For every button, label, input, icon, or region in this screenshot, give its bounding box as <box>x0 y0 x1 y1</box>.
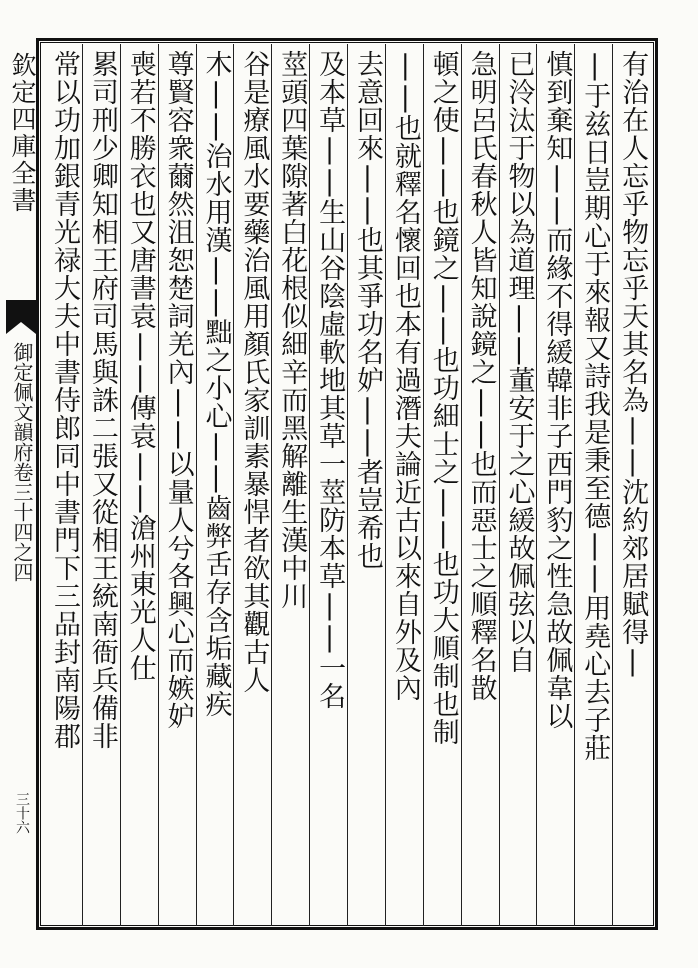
text-column <box>387 50 423 920</box>
text-column <box>614 50 650 920</box>
column-rule <box>309 44 310 926</box>
column-text: |于兹日豈期心于來報又詩我是秉至德||用堯心去子莊 <box>579 50 611 762</box>
text-column <box>273 50 309 920</box>
column-rule <box>233 44 234 926</box>
column-rule <box>499 44 500 926</box>
text-column <box>349 50 385 920</box>
column-text: 急明呂氏春秋人皆知說鏡之||也而惡士之順釋名㪚 <box>465 50 497 702</box>
column-text: 喪若不勝衣也又唐書袁||傳袁||滄州東光人仕 <box>124 50 156 682</box>
column-text: 谷是療風水要藥治風用顏氏家訓素暴悍者欲其觀古人 <box>238 50 270 694</box>
column-text: ||也就釋名懷回也本有過潛夫論近古以來自外及內 <box>389 50 421 702</box>
column-rule <box>423 44 424 926</box>
text-column <box>425 50 461 920</box>
column-text: 常以功加銀青光禄大夫中書侍郎同中書門下三品封南陽郡 <box>48 50 80 750</box>
column-text: 去意回來||也其爭功名妒||者豈希也 <box>351 50 383 570</box>
column-rule <box>574 44 575 926</box>
text-column <box>84 50 120 920</box>
column-text: 尊賢容衆薾然沮恕楚詞羌內||以量人兮各興心而嫉妒 <box>162 50 194 730</box>
page-number: 三十六 <box>14 792 30 834</box>
column-text: 累司刑少卿知相王府司馬與誅二張又從相王統南衙兵備非 <box>86 50 118 750</box>
text-column <box>311 50 347 920</box>
column-text: 及本草||生山谷陰虛軟地其草一莖防本草||一名 <box>314 50 346 710</box>
text-column <box>463 50 499 920</box>
text-column <box>235 50 271 920</box>
column-rule <box>385 44 386 926</box>
text-column <box>500 50 536 920</box>
column-rule <box>461 44 462 926</box>
column-rule <box>271 44 272 926</box>
column-text: 木||治水用漢||黜之小心||齒弊舌存含垢藏疾 <box>200 50 232 718</box>
text-column <box>538 50 574 920</box>
column-text: 有治在人忘乎物忘乎天其名為||沈約郊居賦得| <box>617 50 649 678</box>
column-rule <box>536 44 537 926</box>
text-column <box>46 50 82 920</box>
text-column <box>122 50 158 920</box>
text-column <box>576 50 612 920</box>
text-column <box>160 50 196 920</box>
column-text: 頓之使||也鏡之||也功細士之||也功大順制也制 <box>427 50 459 746</box>
text-column <box>197 50 233 920</box>
column-rule <box>120 44 121 926</box>
fish-tail-icon <box>6 300 36 334</box>
column-rule <box>82 44 83 926</box>
column-rule <box>347 44 348 926</box>
volume-title: 御定佩文韻府卷三十四之四 <box>10 342 34 582</box>
column-text: 慎到棄知||而緣不得緩韓非子西門豹之性急故佩韋以 <box>541 50 573 730</box>
column-rule <box>612 44 613 926</box>
column-text: 已泠汰于物以為道理||董安于之心緩故佩弦以自 <box>503 50 535 674</box>
column-rule <box>196 44 197 926</box>
margin-column <box>2 52 36 932</box>
book-title: 欽定四庫全書 <box>8 52 37 214</box>
column-rule <box>158 44 159 926</box>
column-text: 莖頭四葉隙著白花根似細辛而黑解離生漢中川 <box>276 50 308 610</box>
